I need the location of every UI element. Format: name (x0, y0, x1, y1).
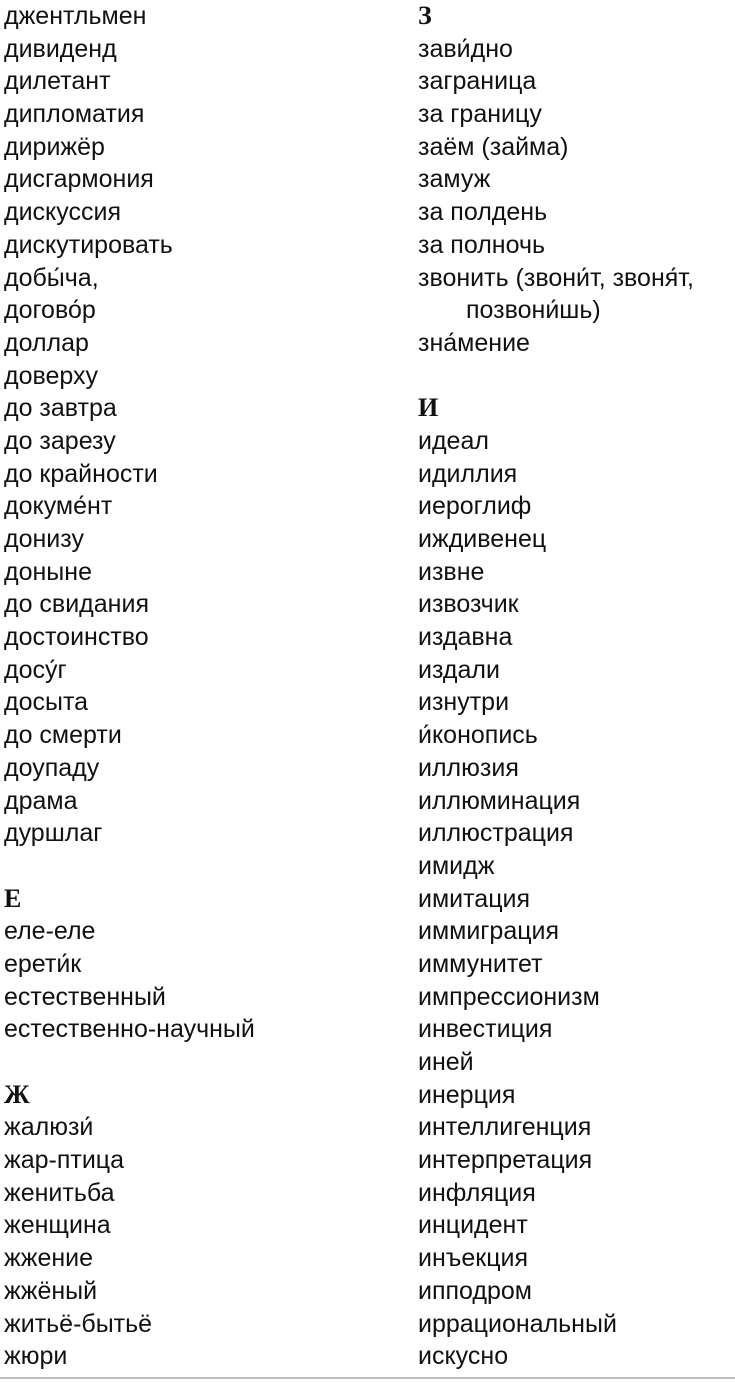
dictionary-word: иммунитет (418, 949, 543, 978)
dictionary-word: инфляция (418, 1178, 536, 1207)
dictionary-word: импрессионизм (418, 982, 600, 1011)
e-word-list (4, 915, 404, 1046)
dictionary-word: житьё-бытьё (4, 1309, 153, 1338)
dictionary-word: естественный (4, 982, 166, 1011)
dictionary-word: доллар (4, 328, 89, 357)
dictionary-word: иллюминация (418, 786, 581, 815)
section-gap (4, 850, 404, 883)
dictionary-word: естественно-научный (4, 1015, 255, 1044)
dictionary-word: джентльмен (4, 2, 147, 30)
dictionary-word: имидж (418, 851, 495, 880)
dictionary-word: достоинство (4, 623, 149, 652)
dictionary-word: жар-птица (4, 1146, 125, 1175)
dictionary-word: изнутри (418, 688, 510, 717)
dictionary-word: доныне (4, 557, 92, 586)
dictionary-word: дипломатия (4, 100, 145, 129)
d-word-list (4, 0, 404, 850)
dictionary-word: дискутировать (4, 230, 173, 259)
dictionary-word: дискуссия (4, 198, 121, 227)
section-letter-i: И (418, 393, 439, 423)
dictionary-word: жалюзи́ (4, 1113, 94, 1142)
dictionary-word: докуме́нт (4, 492, 113, 521)
dictionary-word: донизу (4, 525, 84, 553)
dictionary-word: до зарезу (4, 426, 116, 455)
dictionary-word: ерети́к (4, 949, 82, 978)
dictionary-word: до крайности (4, 459, 158, 488)
dictionary-word: за полдень (418, 198, 548, 227)
dictionary-word: инерция (418, 1080, 516, 1109)
dictionary-word: женитьба (4, 1178, 115, 1207)
dictionary-word: иллюстрация (418, 819, 574, 848)
dictionary-word: звонить (звони́т, звоня́т, (418, 263, 694, 292)
dictionary-word: за полночь (418, 230, 546, 259)
dictionary-word: идеал (418, 426, 489, 455)
dictionary-word: иллюзия (418, 753, 519, 782)
dictionary-word: издали (418, 655, 500, 684)
right-column (418, 0, 733, 1373)
i-word-list (418, 425, 733, 1373)
dictionary-word: драма (4, 786, 78, 815)
dictionary-word: жжёный (4, 1276, 98, 1305)
dictionary-word: иней (418, 1048, 474, 1076)
dictionary-word: ипподром (418, 1276, 532, 1305)
dictionary-word: искусно (418, 1342, 509, 1371)
dictionary-word: дисгармония (4, 165, 154, 194)
dictionary-word: дивиденд (4, 34, 117, 63)
dictionary-word: и́конопись (418, 721, 538, 750)
dictionary-word: досыта (4, 688, 89, 717)
dictionary-word: зна́мение (418, 328, 530, 357)
dictionary-word: иждивенец (418, 525, 547, 553)
dictionary-word: за границу (418, 100, 542, 129)
section-gap (4, 1046, 404, 1079)
dictionary-word: дилетант (4, 67, 111, 96)
dictionary-word: жжение (4, 1244, 94, 1273)
dictionary-word: инцидент (418, 1211, 528, 1240)
zh-word-list (4, 1111, 404, 1373)
dictionary-word: догово́р (4, 296, 96, 325)
dictionary-word: доверху (4, 361, 99, 390)
dictionary-word: еле-еле (4, 917, 96, 946)
dictionary-word: интерпретация (418, 1146, 593, 1175)
dictionary-word: извозчик (418, 590, 519, 619)
dictionary-word: позвони́шь) (466, 296, 601, 325)
section-letter-e: Е (4, 883, 22, 913)
dictionary-word: дирижёр (4, 132, 105, 161)
dictionary-word: извне (418, 557, 485, 586)
dictionary-word: женщина (4, 1211, 111, 1240)
dictionary-word: иммиграция (418, 917, 560, 946)
left-column (4, 0, 404, 1373)
dictionary-word: доупаду (4, 753, 100, 782)
dictionary-word: зави́дно (418, 34, 513, 63)
dictionary-word: инвестиция (418, 1015, 553, 1044)
dictionary-word: иррациональный (418, 1309, 617, 1338)
dictionary-word: жюри (4, 1342, 68, 1371)
dictionary-word: до смерти (4, 721, 122, 750)
section-letter-zh: Ж (4, 1079, 30, 1109)
dictionary-word: иероглиф (418, 492, 532, 521)
section-letter-z: З (418, 1, 432, 30)
dictionary-word: до завтра (4, 394, 117, 423)
dictionary-word: издавна (418, 623, 513, 652)
dictionary-word: заграница (418, 67, 537, 96)
dictionary-word: имитация (418, 884, 531, 913)
dictionary-word: добы́ча, (4, 263, 99, 292)
dictionary-word: инъекция (418, 1244, 529, 1273)
dictionary-word: интеллигенция (418, 1113, 592, 1142)
dictionary-word: досу́г (4, 655, 67, 684)
dictionary-word: дуршлаг (4, 819, 103, 848)
section-gap (418, 360, 733, 393)
page-bottom-rule (0, 1377, 735, 1379)
z-word-list (418, 33, 733, 360)
dictionary-word: до свидания (4, 590, 149, 619)
dictionary-word: идиллия (418, 459, 518, 488)
dictionary-word: заём (займа) (418, 132, 569, 161)
dictionary-word: замуж (418, 165, 491, 194)
